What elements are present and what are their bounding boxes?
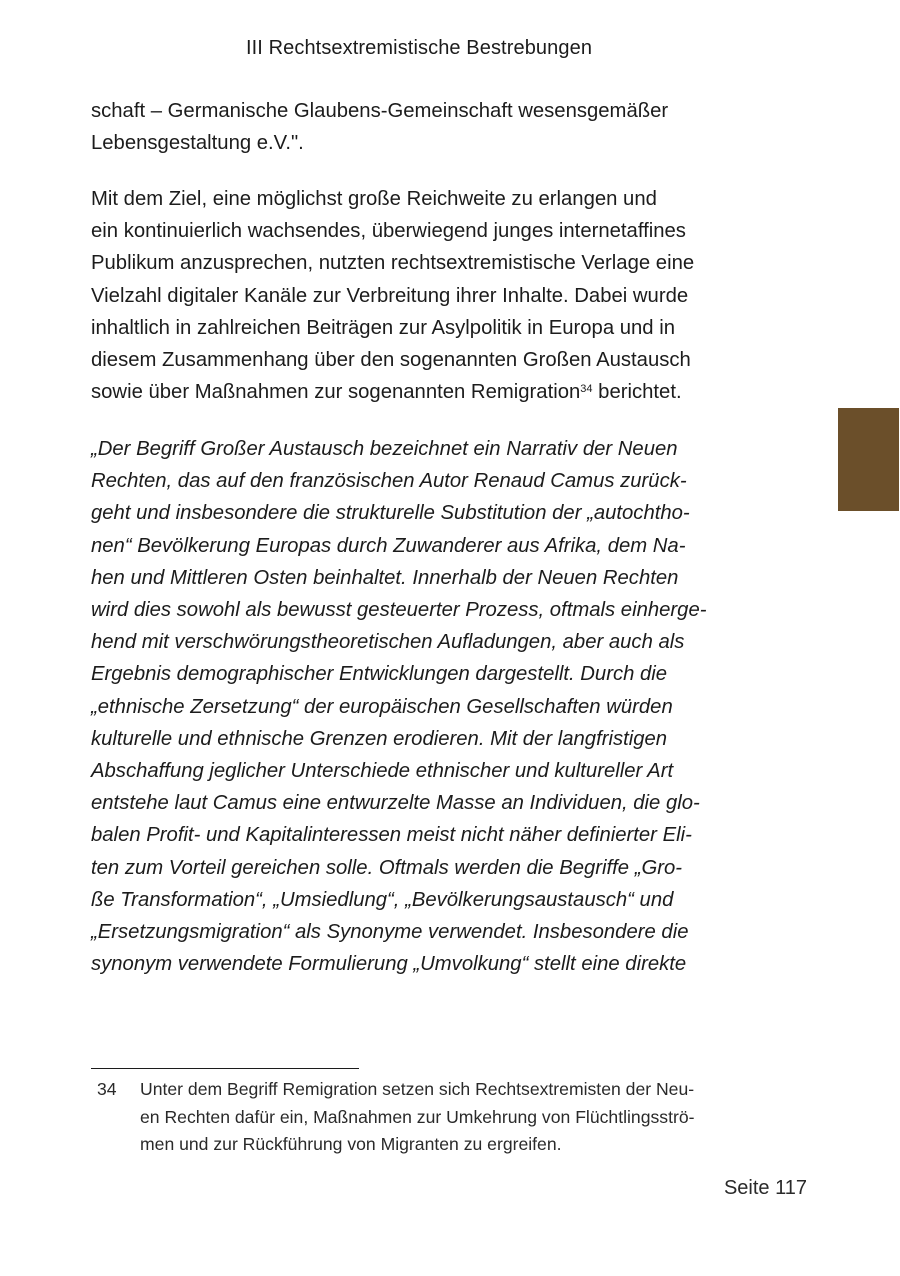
- text-line: Rechten, das auf den französischen Autor Renaud Camus zurück-: [91, 470, 687, 493]
- paragraph-publishers: [91, 183, 751, 408]
- footnote-reference[interactable]: 34: [580, 383, 593, 396]
- text-line: ße Transformation“, „Umsiedlung“, „Bevölkerungsaustausch“ und: [91, 888, 674, 911]
- text-line: entstehe laut Camus eine entwurzelte Masse an Individuen, die glo-: [91, 792, 700, 815]
- text-line: „Ersetzungsmigration“ als Synonyme verwendet. Insbesondere die: [91, 921, 689, 944]
- text-line: Ergebnis demographischer Entwicklungen dargestellt. Durch die: [91, 663, 668, 686]
- chapter-tab-marker: [838, 408, 899, 511]
- text-line: hend mit verschwörungstheoretischen Aufladungen, aber auch als: [91, 631, 685, 654]
- quote-definition: [91, 433, 751, 980]
- text-line: men und zur Rückführung von Migranten zu ergreifen.: [140, 1134, 562, 1155]
- page-number: Seite 117: [723, 1177, 807, 1199]
- text-line: Mit dem Ziel, eine möglichst große Reichweite zu erlangen und: [91, 188, 657, 210]
- text-line: nen“ Bevölkerung Europas durch Zuwanderer aus Afrika, dem Na-: [91, 534, 686, 557]
- text-line: „Der Begriff Großer Austausch bezeichnet ein Narrativ der Neuen: [91, 438, 678, 460]
- text-line: ein kontinuierlich wachsendes, überwiegend junges internetaffines: [91, 220, 686, 243]
- text-line: inhaltlich in zahlreichen Beiträgen zur Asylpolitik in Europa und in: [91, 316, 675, 339]
- text-line: balen Profit- und Kapitalinteressen meist nicht näher definierter Eli-: [91, 824, 692, 847]
- text-line: Publikum anzusprechen, nutzten rechtsextremistische Verlage eine: [91, 252, 695, 275]
- text-line: hen und Mittleren Osten beinhaltet. Innerhalb der Neuen Rechten: [91, 566, 679, 589]
- text-line: geht und insbesondere die strukturelle Substitution der „autochtho-: [91, 502, 690, 525]
- text-line: ten zum Vorteil gereichen solle. Oftmals werden die Begriffe „Gro-: [91, 856, 683, 879]
- footnote-text: [140, 1076, 694, 1159]
- text-line: synonym verwendete Formulierung „Umvolkung“ stellt eine direkte: [91, 953, 687, 976]
- text-line: Lebensgestaltung e.V.".: [91, 132, 304, 155]
- footnote-number: 34: [97, 1079, 117, 1099]
- text-segment: sowie über Maßnahmen zur sogenannten Remigration: [91, 381, 581, 404]
- text-line: „ethnische Zersetzung“ der europäischen Gesellschaften würden: [91, 695, 673, 718]
- paragraph-continued: [91, 95, 751, 159]
- text-line: Unter dem Begriff Remigration setzen sich Rechtsextremisten der Neu-: [140, 1079, 695, 1099]
- page-header: III Rechtsextremistische Bestrebungen: [245, 37, 593, 59]
- text-line: Abschaffung jeglicher Unterschiede ethnischer und kultureller Art: [91, 760, 674, 783]
- footnote-divider: [91, 1068, 359, 1069]
- text-line: Vielzahl digitaler Kanäle zur Verbreitung ihrer Inhalte. Dabei wurde: [91, 284, 689, 307]
- text-line: [91, 376, 751, 408]
- text-line: diesem Zusammenhang über den sogenannten Großen Austausch: [91, 349, 691, 372]
- text-line: kulturelle und ethnische Grenzen erodieren. Mit der langfristigen: [91, 727, 668, 750]
- text-line: wird dies sowohl als bewusst gesteuerter Prozess, oftmals einherge-: [91, 599, 707, 622]
- text-segment: berichtet.: [592, 381, 682, 404]
- text-line: en Rechten dafür ein, Maßnahmen zur Umkehrung von Flüchtlingsströ-: [140, 1106, 695, 1127]
- text-line: schaft – Germanische Glaubens-Gemeinschaft wesensgemäßer: [91, 100, 669, 122]
